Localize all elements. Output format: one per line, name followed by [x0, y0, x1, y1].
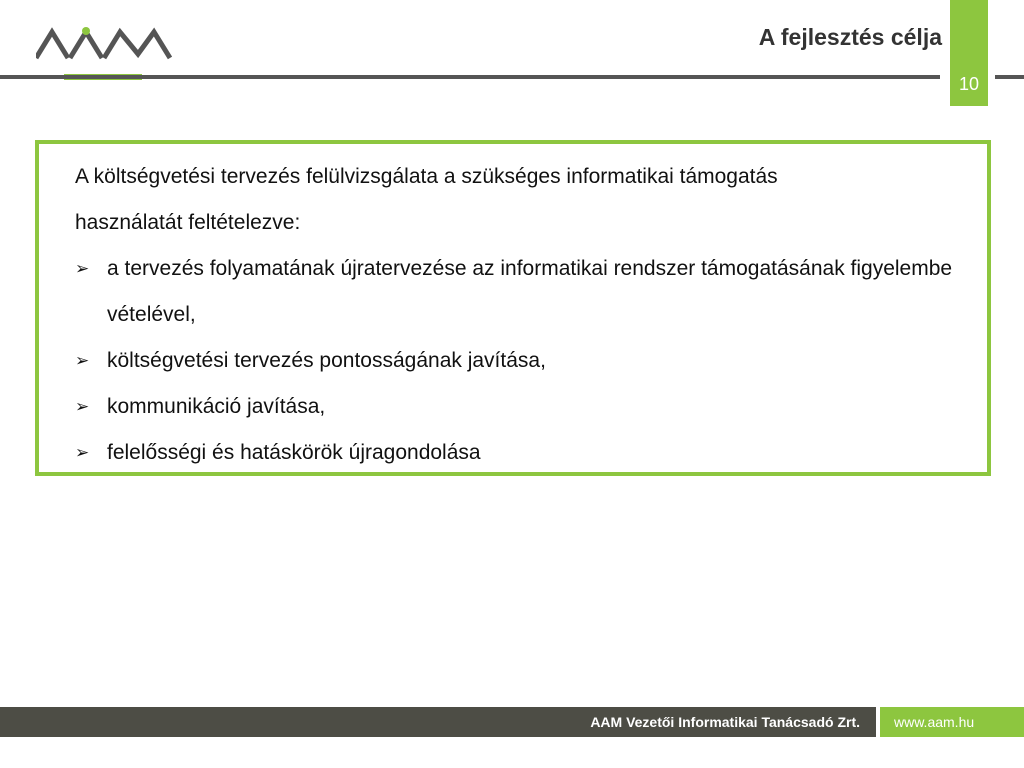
content-text	[75, 154, 975, 476]
list-item	[75, 384, 975, 430]
footer-url-link[interactable]: www.aam.hu	[894, 714, 975, 730]
footer-bar	[0, 707, 876, 737]
logo-letter-a2	[70, 32, 102, 58]
intro-line-2: használatát feltételezve:	[75, 211, 301, 234]
page-number: 10	[958, 74, 980, 94]
list-item	[75, 430, 975, 476]
logo-dot	[82, 27, 90, 35]
footer-company: AAM Vezetői Informatikai Tanácsadó Zrt.	[590, 714, 860, 730]
logo-letter-m	[104, 32, 170, 58]
arrow-bullet-icon: ➢	[75, 397, 90, 416]
content-box	[35, 140, 991, 476]
bullet-list	[75, 246, 975, 476]
arrow-bullet-icon: ➢	[75, 351, 90, 370]
bullet-text: felelősségi és hatáskörök újragondolása	[107, 441, 481, 464]
arrow-bullet-icon: ➢	[75, 443, 90, 462]
intro-line-1: A költségvetési tervezés felülvizsgálata a szükséges informatikai támogatás	[75, 165, 778, 188]
header-rule	[0, 75, 940, 79]
aam-logo	[36, 26, 172, 62]
list-item	[75, 246, 975, 338]
slide-title: A fejlesztés célja	[758, 24, 942, 50]
bullet-text: kommunikáció javítása,	[107, 395, 326, 418]
header-rule-right	[995, 75, 1024, 79]
logo-letter-a1	[36, 32, 68, 58]
arrow-bullet-icon: ➢	[75, 259, 90, 278]
list-item	[75, 338, 975, 384]
bullet-text: a tervezés folyamatának újratervezése az informatikai rendszer támogatásának figyelembe vételével,	[107, 257, 953, 326]
bullet-text: költségvetési tervezés pontosságának javítása,	[107, 349, 546, 372]
footer-web-box[interactable]	[880, 707, 1024, 737]
